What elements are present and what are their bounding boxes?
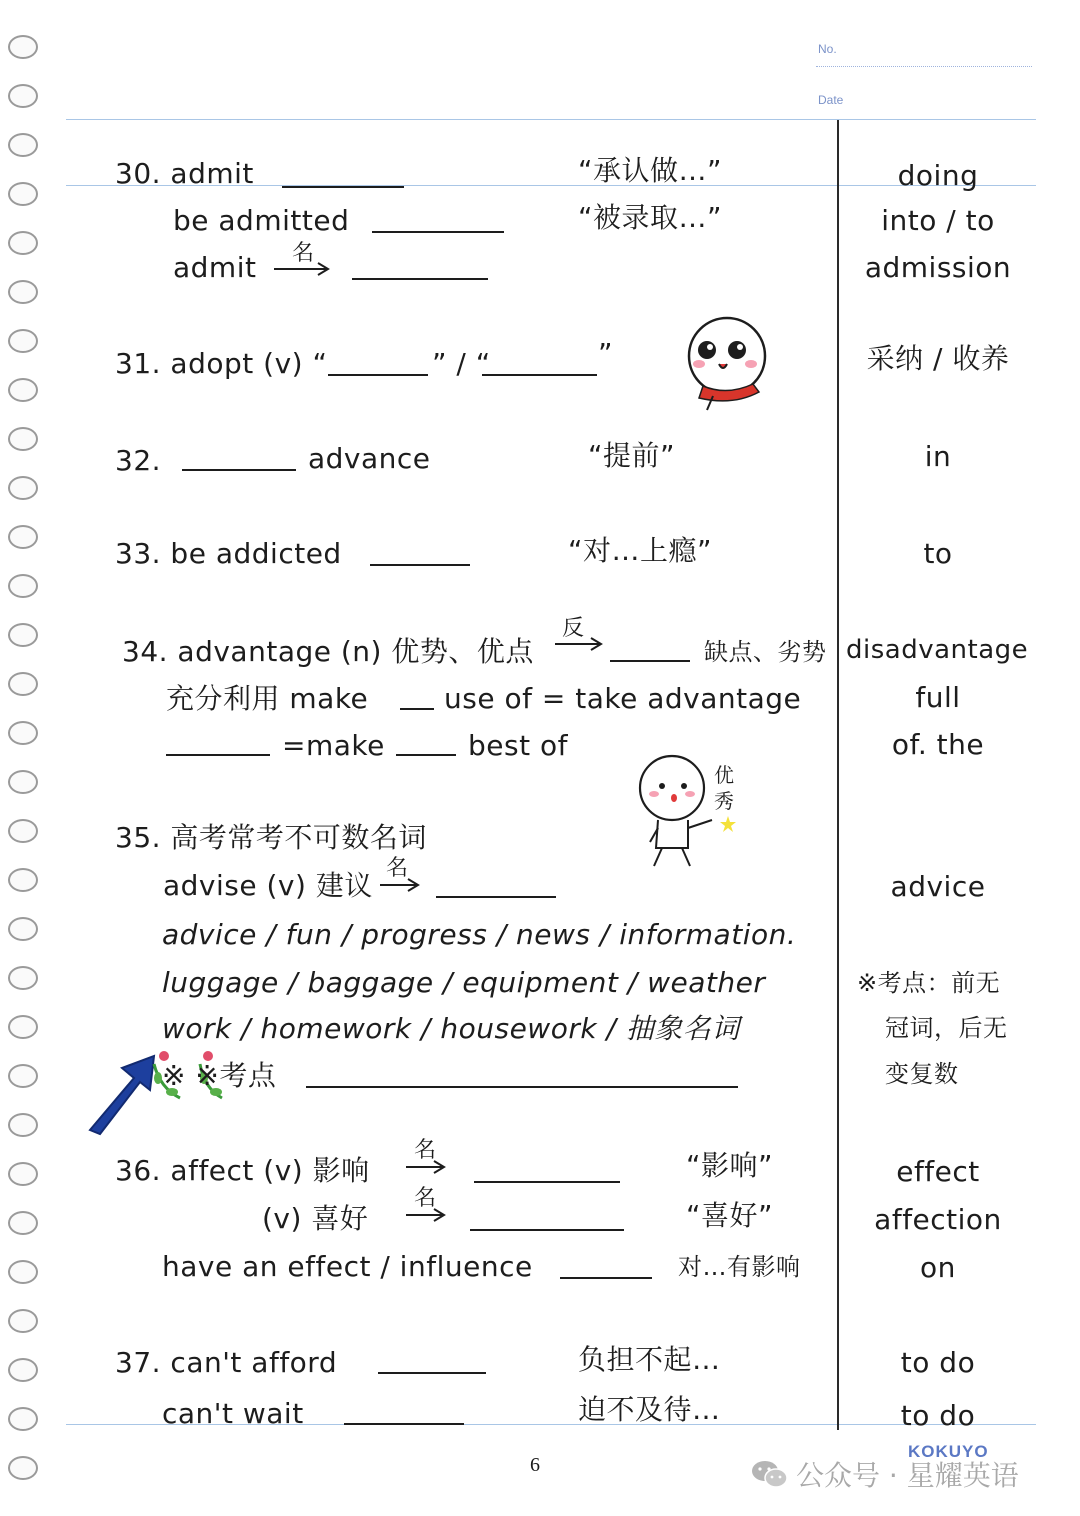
page-number: 6 — [530, 1454, 540, 1476]
item-35-blank2 — [306, 1086, 738, 1088]
header-date-label: Date — [818, 93, 844, 107]
wechat-watermark — [750, 1454, 1019, 1494]
item-30-answer2: into / to — [881, 204, 995, 237]
binding-hole — [8, 329, 38, 353]
binding-hole — [8, 819, 38, 843]
item-36-blank1 — [474, 1181, 620, 1183]
binding-hole — [8, 1015, 38, 1039]
binding-hole — [8, 1358, 38, 1382]
binding-hole — [8, 1162, 38, 1186]
item-30-line1: 30. admit — [115, 157, 254, 190]
item-35-note2: 冠词，后无 — [885, 1014, 1008, 1042]
item-36-line1-cn: “影响” — [686, 1149, 774, 1182]
binding-hole — [8, 84, 38, 108]
item-34-arrow-icon — [553, 637, 605, 651]
item-31-sep: ” / “ — [432, 347, 491, 380]
item-34-line3b: best of — [468, 729, 568, 762]
binding-hole — [8, 1407, 38, 1431]
item-34-line1: 34. advantage (n) 优势、优点 — [122, 635, 534, 668]
binding-hole — [8, 427, 38, 451]
binding-hole — [8, 1211, 38, 1235]
item-30-arrow-label: 名 — [292, 241, 315, 266]
item-33-answer: to — [923, 537, 953, 570]
item-35-blank1 — [436, 896, 556, 898]
item-36-arrow2-label: 名 — [414, 1186, 437, 1211]
item-36-arrow2-icon — [404, 1208, 448, 1222]
item-35-arrow-label: 名 — [386, 856, 409, 881]
item-37-answer1: to do — [900, 1346, 976, 1379]
item-35-note1: ※考点：前无 — [857, 969, 1001, 997]
item-36-blank3 — [560, 1277, 652, 1279]
item-30-line2-cn: “被录取…” — [578, 201, 723, 234]
binding-hole — [8, 133, 38, 157]
item-36-answer3: on — [920, 1251, 956, 1284]
item-30-answer1: doing — [897, 159, 979, 192]
binding-hole — [8, 574, 38, 598]
item-36-line2-cn: “喜好” — [686, 1199, 774, 1232]
item-31-line1: 31. adopt (v) “ — [115, 347, 328, 380]
item-37-line1: 37. can't afford — [115, 1346, 338, 1379]
item-34-line1-cn: 缺点、劣势 — [704, 638, 827, 666]
ruled-line — [66, 119, 1036, 120]
binding-hole — [8, 721, 38, 745]
item-36-arrow1-icon — [404, 1160, 448, 1174]
item-35-line1: 35. 高考常考不可数名词 — [115, 821, 427, 854]
item-33-line1: 33. be addicted — [115, 537, 342, 570]
item-35-line6: ※ ※考点 — [162, 1059, 277, 1092]
item-33-blank — [370, 564, 470, 566]
item-34-answer3: of. the — [891, 728, 985, 761]
item-36-answer1: effect — [896, 1155, 980, 1188]
wechat-icon — [750, 1459, 788, 1489]
binding-hole — [8, 672, 38, 696]
item-37-line2: can't wait — [162, 1397, 304, 1430]
item-36-arrow1-label: 名 — [414, 1138, 437, 1163]
item-35-note3: 变复数 — [885, 1060, 959, 1088]
item-35-line3: advice / fun / progress / news / information. — [162, 918, 797, 951]
item-32-word: advance — [308, 442, 431, 475]
item-30-arrow-icon — [272, 262, 332, 276]
header-no-line — [816, 66, 1032, 67]
item-36-line1: 36. affect (v) 影响 — [115, 1154, 370, 1187]
binding-hole — [8, 1456, 38, 1480]
item-37-answer2: to do — [900, 1399, 976, 1432]
item-31-blank2 — [482, 374, 597, 376]
item-32-cn: “提前” — [588, 439, 676, 472]
binding-hole — [8, 280, 38, 304]
item-34-blank4 — [396, 754, 456, 756]
binding-hole — [8, 868, 38, 892]
binding-hole — [8, 623, 38, 647]
item-35-line2: advise (v) 建议 — [163, 869, 373, 902]
item-32-answer: in — [924, 440, 952, 473]
item-30-blank1 — [282, 186, 404, 188]
item-36-answer2: affection — [874, 1203, 1002, 1236]
binding-hole — [8, 378, 38, 402]
binding-hole — [8, 1113, 38, 1137]
item-34-blank2 — [400, 708, 434, 710]
item-31-end-quote: ” — [598, 337, 614, 370]
binding-hole — [8, 476, 38, 500]
binding-hole — [8, 917, 38, 941]
item-35-line5: work / homework / housework / 抽象名词 — [162, 1012, 740, 1045]
item-34-blank1 — [610, 660, 690, 662]
item-30-line1-cn: “承认做…” — [578, 154, 723, 187]
wechat-account-name: 公众号 · 星耀英语 — [796, 1459, 1019, 1492]
header-no-label: No. — [818, 42, 837, 56]
item-37-line1-cn: 负担不起… — [578, 1343, 721, 1376]
binding-hole — [8, 1260, 38, 1284]
sticker-caption: 优秀 — [714, 763, 735, 813]
item-31-answer: 采纳 / 收养 — [866, 342, 1010, 375]
answer-column-divider — [837, 120, 839, 1430]
item-30-line3: admit — [173, 251, 257, 284]
item-34-line3a: =make — [282, 729, 385, 762]
binding-hole — [8, 966, 38, 990]
binding-hole — [8, 35, 38, 59]
item-36-blank2 — [470, 1229, 624, 1231]
item-34-line2b: use of = take advantage — [444, 682, 802, 715]
item-32-blank — [182, 469, 296, 471]
item-37-line2-cn: 迫不及待… — [578, 1393, 721, 1426]
cartoon-face-sticker-icon — [685, 312, 773, 412]
brand-logo: KOKUYO — [908, 1442, 989, 1461]
item-33-cn: “对…上瘾” — [568, 534, 713, 567]
item-36-line2: (v) 喜好 — [262, 1202, 369, 1235]
item-34-arrow-label: 反 — [562, 616, 585, 641]
item-36-line3: have an effect / influence — [162, 1250, 533, 1283]
item-34-line2a: 充分利用 make — [166, 682, 369, 715]
binding-hole — [8, 182, 38, 206]
binding-hole — [8, 770, 38, 794]
item-34-answer2: full — [915, 681, 961, 714]
item-34-blank3 — [166, 754, 270, 756]
item-30-line2: be admitted — [173, 204, 350, 237]
item-35-line4: luggage / baggage / equipment / weather — [162, 966, 766, 999]
binding-hole — [8, 231, 38, 255]
binding-hole — [8, 1309, 38, 1333]
item-37-blank2 — [344, 1423, 464, 1425]
item-30-blank3 — [352, 278, 488, 280]
item-36-line3-cn: 对…有影响 — [678, 1253, 801, 1281]
item-31-blank1 — [328, 374, 428, 376]
item-35-answer1: advice — [890, 870, 986, 903]
binding-hole — [8, 1064, 38, 1088]
item-30-blank2 — [372, 231, 504, 233]
item-35-arrow-icon — [378, 878, 422, 892]
item-34-answer1: disadvantage — [846, 635, 1029, 665]
binding-hole — [8, 525, 38, 549]
item-37-blank1 — [378, 1372, 486, 1374]
item-32-number: 32. — [115, 444, 162, 477]
item-30-answer3: admission — [864, 251, 1012, 284]
